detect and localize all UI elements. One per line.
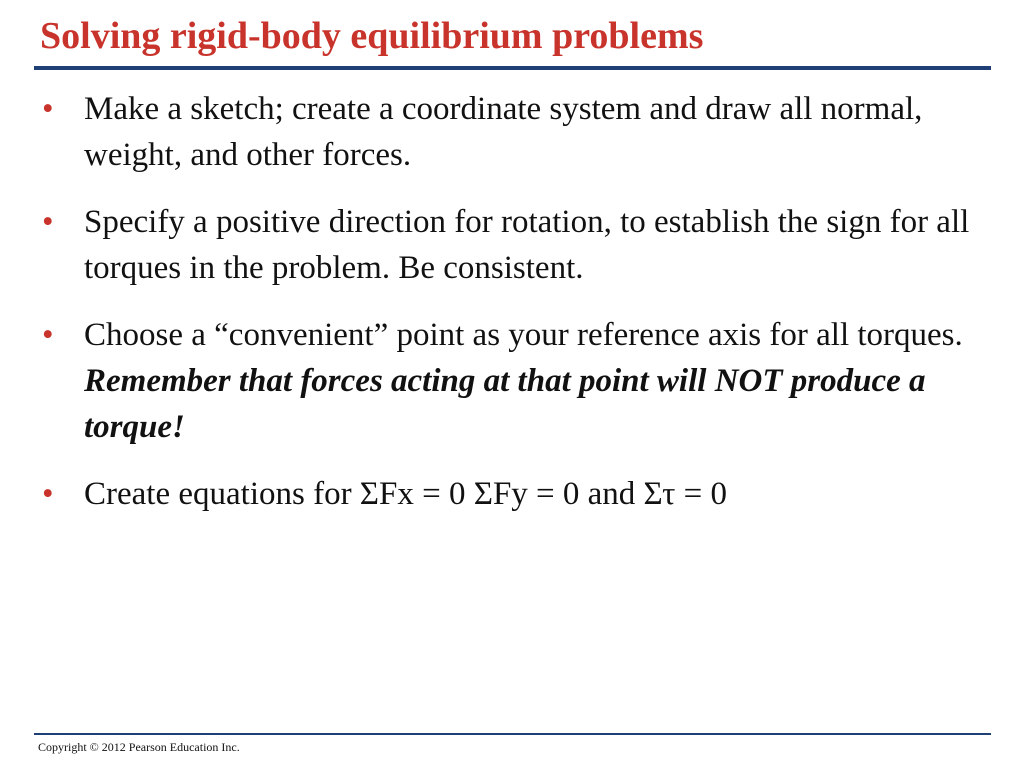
- bullet-item: [40, 312, 990, 450]
- bullet-emphasis-text: Remember that forces acting at that point will NOT produce a torque!: [84, 363, 926, 445]
- bullet-dot-icon: •: [42, 476, 54, 512]
- slide-title: Solving rigid-body equilibrium problems: [40, 15, 704, 57]
- bullet-text: Specify a positive direction for rotation, to establish the sign for all torques in the problem. Be consistent.: [84, 204, 970, 286]
- bullet-dot-icon: •: [42, 204, 54, 240]
- bullet-item: [40, 471, 990, 517]
- footer-divider: [34, 733, 991, 735]
- bullet-dot-icon: •: [42, 317, 54, 353]
- bullet-dot-icon: •: [42, 91, 54, 127]
- bullet-text: Make a sketch; create a coordinate system and draw all normal, weight, and other forces.: [84, 91, 923, 173]
- bullet-item: [40, 199, 990, 291]
- copyright-text: Copyright © 2012 Pearson Education Inc.: [38, 740, 240, 754]
- bullet-text: Create equations for ΣFx = 0 ΣFy = 0 and Στ = 0: [84, 476, 728, 512]
- bullet-text: Choose a “convenient” point as your reference axis for all torques.: [84, 317, 963, 353]
- title-divider: [34, 66, 991, 70]
- bullet-list: [40, 86, 990, 538]
- bullet-item: [40, 86, 990, 178]
